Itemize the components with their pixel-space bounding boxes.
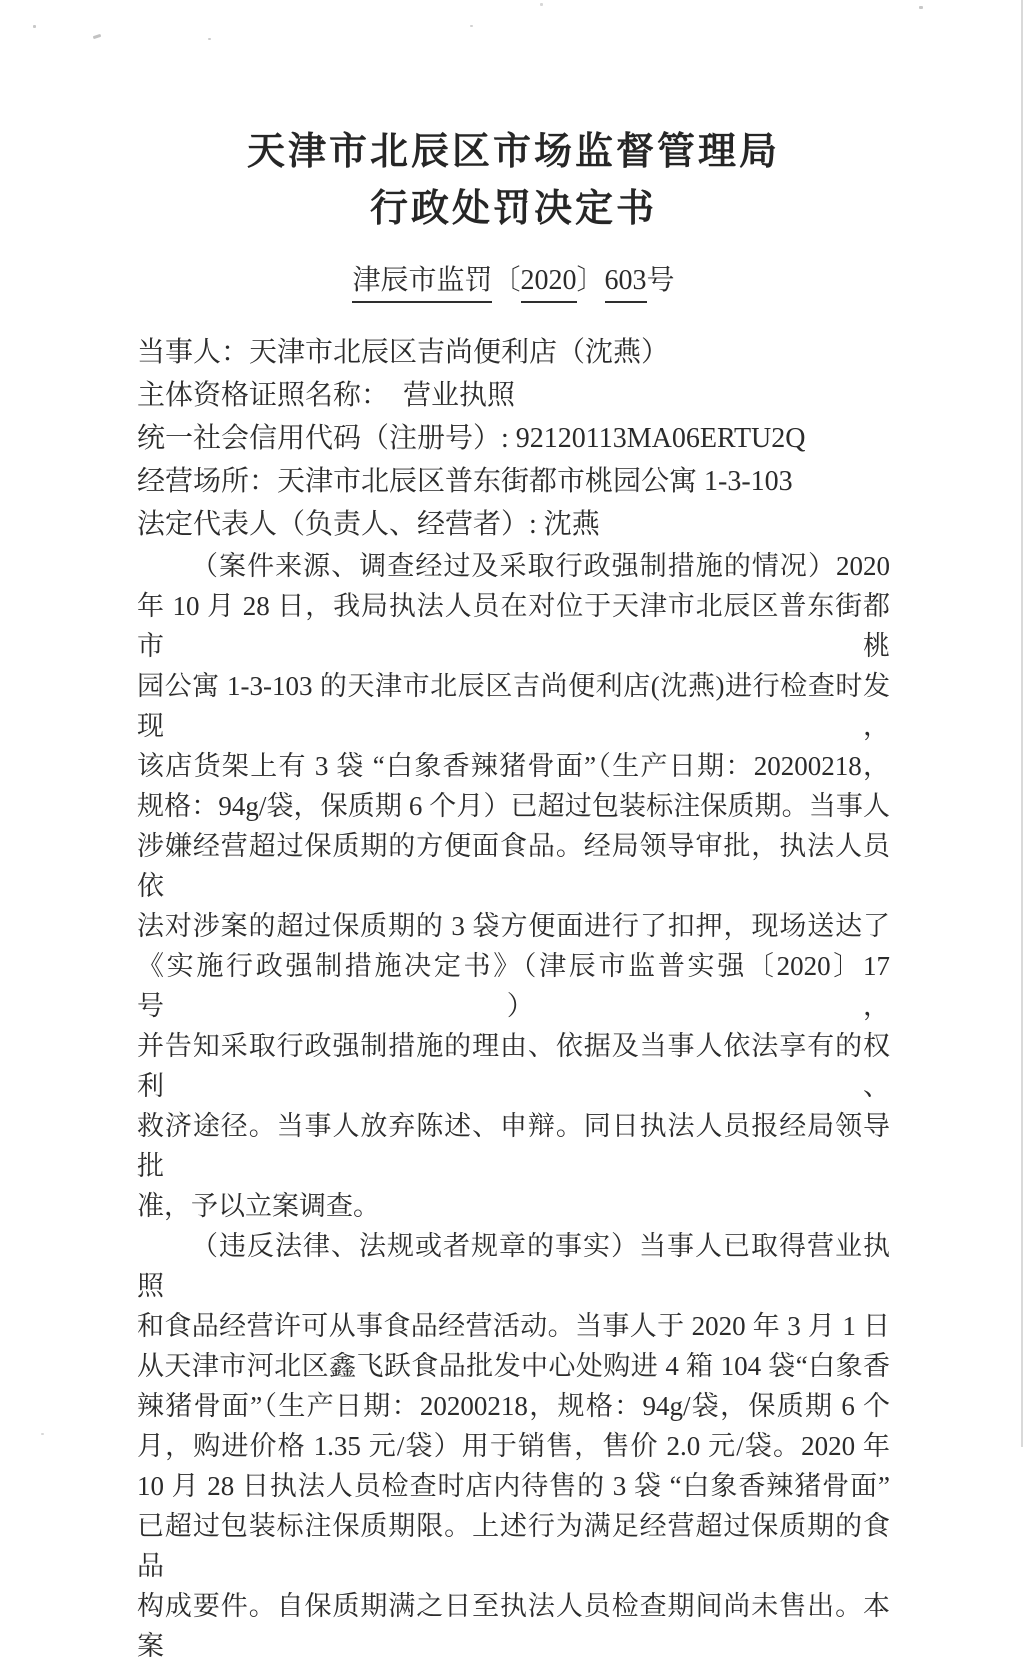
paragraph-line: （违反法律、法规或者规章的事实）当事人已取得营业执照 bbox=[137, 1231, 890, 1301]
party-info-line: 法定代表人（负责人、经营者）: 沈燕 bbox=[137, 509, 600, 540]
paragraph-line: 规格：94g/袋，保质期 6 个月）已超过包装标注保质期。当事人 bbox=[137, 791, 890, 821]
document-number bbox=[137, 264, 890, 303]
paragraph-line: 年 10 月 28 日，我局执法人员在对位于天津市北辰区普东街都市桃 bbox=[137, 591, 890, 661]
scan-artifact bbox=[919, 6, 923, 9]
paragraph-line: 涉嫌经营超过保质期的方便面食品。经局领导审批，执法人员依 bbox=[137, 831, 890, 901]
paragraph-line: 和食品经营许可从事食品经营活动。当事人于 2020 年 3 月 1 日 bbox=[137, 1311, 890, 1341]
agency-name-title: 天津市北辰区市场监督管理局 bbox=[246, 131, 780, 173]
document-number-segment: 〕 bbox=[576, 265, 605, 296]
document-number-segment: 津辰市监罚 bbox=[352, 264, 492, 303]
paragraph-line: 《实施行政强制措施决定书》（津辰市监普实强〔2020〕17 号）， bbox=[137, 951, 890, 1021]
paragraph-case-investigation bbox=[137, 546, 890, 1226]
document-number-segment: 2020 bbox=[521, 264, 577, 303]
paragraph-line: 园公寓 1-3-103 的天津市北辰区吉尚便利店(沈燕)进行检查时发现， bbox=[137, 671, 890, 741]
scan-edge-line bbox=[1021, 0, 1023, 1447]
paragraph-line: （案件来源、调查经过及采取行政强制措施的情况）2020 bbox=[191, 551, 890, 581]
paragraph-line: 该店货架上有 3 袋 “白象香辣猪骨面”（生产日期：20200218， bbox=[137, 751, 890, 781]
paragraph-line: 并告知采取行政强制措施的理由、依据及当事人依法享有的权利、 bbox=[137, 1031, 890, 1101]
paragraph-line: 救济途径。当事人放弃陈述、申辩。同日执法人员报经局领导批 bbox=[137, 1111, 890, 1181]
document-number-segment: 〔 bbox=[492, 265, 521, 296]
paragraph-line: 月，购进价格 1.35 元/袋）用于销售，售价 2.0 元/袋。2020 年 bbox=[137, 1431, 890, 1461]
document-type-title: 行政处罚决定书 bbox=[369, 188, 657, 230]
document-content bbox=[137, 0, 890, 1666]
scan-artifact bbox=[41, 1433, 44, 1435]
paragraph-line: 法对涉案的超过保质期的 3 袋方便面进行了扣押，现场送达了 bbox=[137, 911, 890, 941]
document-number-segment: 603 bbox=[605, 264, 647, 303]
document-number-segment: 号 bbox=[646, 265, 675, 296]
paragraph-line: 辣猪骨面”（生产日期：20200218，规格：94g/袋，保质期 6 个 bbox=[137, 1391, 890, 1421]
paragraph-line: 已超过包装标注保质期限。上述行为满足经营超过保质期的食品 bbox=[137, 1511, 890, 1581]
paragraph-line: 准，予以立案调查。 bbox=[137, 1191, 380, 1221]
paragraph-line: 构成要件。自保质期满之日至执法人员检查期间尚未售出。本案 bbox=[137, 1591, 890, 1661]
party-info-line: 统一社会信用代码（注册号）: 92120113MA06ERTU2Q bbox=[137, 423, 806, 454]
paragraph-violation-facts bbox=[137, 1226, 890, 1666]
party-info-block bbox=[137, 331, 890, 546]
party-info-line: 经营场所：天津市北辰区普东街都市桃园公寓 1-3-103 bbox=[137, 466, 793, 497]
paragraph-line: 10 月 28 日执法人员检查时店内待售的 3 袋 “白象香辣猪骨面” bbox=[137, 1471, 890, 1501]
scan-artifact bbox=[93, 34, 102, 39]
paragraph-line: 从天津市河北区鑫飞跃食品批发中心处购进 4 箱 104 袋“白象香 bbox=[137, 1351, 890, 1381]
party-info-line: 当事人：天津市北辰区吉尚便利店（沈燕） bbox=[137, 337, 670, 368]
scan-artifact bbox=[33, 25, 36, 28]
party-info-line: 主体资格证照名称： 营业执照 bbox=[137, 380, 516, 411]
